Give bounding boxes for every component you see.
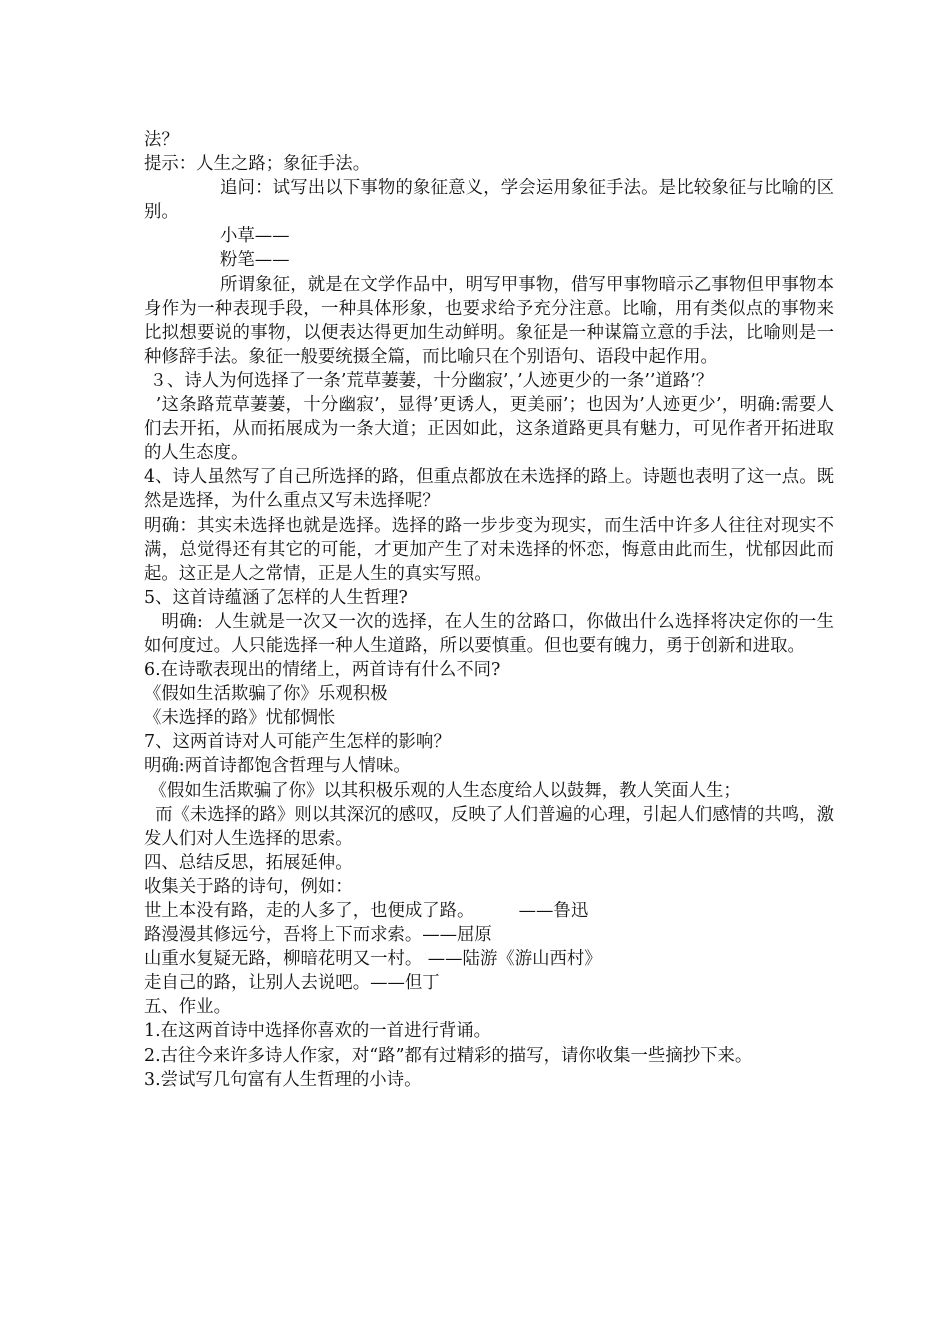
item-grass: 小草—— bbox=[220, 226, 290, 247]
question-3: ３、诗人为何选择了一条’荒草萋萋，十分幽寂’，’人迹更少的一条’’道路’？ bbox=[144, 370, 714, 391]
poem-2-mood: 《未选择的路》忧郁惆怅 bbox=[144, 708, 336, 729]
follow-up-question: 追问：试写出以下事物的象征意义，学会运用象征手法。是比较象征与比喻的区别。 bbox=[144, 178, 834, 223]
text-line-1: 法？ bbox=[144, 130, 179, 150]
question-7: 7、这两首诗对人可能产生怎样的影响？ bbox=[144, 732, 451, 753]
quote-luyou: 山重水复疑无路，柳暗花明又一村。 ——陆游《游山西村》 bbox=[144, 949, 602, 970]
question-6: 6.在诗歌表现出的情绪上，两首诗有什么不同? bbox=[144, 660, 501, 681]
answer-3: ’这条路荒草萋萋，十分幽寂’，显得’更诱人，更美丽’；也因为’人迹更少’，明确:需要人们去开拓，从而拓展成为一条大道；正因如此，这条道路更具有魅力，可见作者开拓进取的人生态度。 bbox=[144, 395, 834, 464]
question-5: 5、这首诗蕴涵了怎样的人生哲理? bbox=[144, 587, 408, 608]
document-body bbox=[144, 128, 834, 1092]
homework-1: 1.在这两首诗中选择你喜欢的一首进行背诵。 bbox=[144, 1021, 492, 1042]
text-line-2: 提示：人生之路；象征手法。 bbox=[144, 154, 371, 175]
section-5-heading: 五、作业。 bbox=[144, 997, 231, 1018]
answer-7-intro: 明确:两首诗都饱含哲理与人情味。 bbox=[144, 756, 411, 777]
answer-7-poem-1: 《假如生活欺骗了你》以其积极乐观的人生态度给人以鼓舞，教人笑面人生； bbox=[144, 780, 741, 801]
quote-dante: 走自己的路，让别人去说吧。——但丁 bbox=[144, 973, 440, 994]
poem-1-mood: 《假如生活欺骗了你》乐观积极 bbox=[144, 684, 388, 705]
symbolism-explanation: 所谓象征，就是在文学作品中，明写甲事物，借写甲事物暗示乙事物但甲事物本身作为一种表现手段，一种具体形象，也要求给予充分注意。比喻，用有类似点的事物来比拟想要说的事物，以便表达得更加生动鲜明。象征是一种谋篇立意的手法，比喻则是一种修辞手法。象征一般要统摄全篇，而比喻只在个别语句、语段中起作用。 bbox=[144, 274, 834, 367]
homework-2: 2.古往今来许多诗人作家，对“路”都有过精彩的描写，请你收集一些摘抄下来。 bbox=[144, 1045, 753, 1066]
quote-quyuan: 路漫漫其修远兮，吾将上下而求索。——屈原 bbox=[144, 925, 492, 946]
quote-luxun: 世上本没有路，走的人多了，也便成了路。 ——鲁迅 bbox=[144, 901, 589, 921]
homework-3: 3.尝试写几句富有人生哲理的小诗。 bbox=[144, 1069, 422, 1090]
answer-7-poem-2: 而《未选择的路》则以其深沉的感叹，反映了人们普遍的心理，引起人们感情的共鸣，激发人们对人生选择的思索。 bbox=[144, 804, 834, 849]
answer-5: 明确: 人生就是一次又一次的选择，在人生的岔路口，你做出什么选择将决定你的一生如何度过。人只能选择一种人生道路，所以要慎重。但也要有魄力，勇于创新和进取。 bbox=[144, 611, 834, 656]
collect-intro: 收集关于路的诗句，例如： bbox=[144, 876, 353, 897]
item-chalk: 粉笔—— bbox=[220, 250, 290, 271]
section-4-heading: 四、总结反思，拓展延伸。 bbox=[144, 852, 353, 873]
question-4: 4、诗人虽然写了自己所选择的路，但重点都放在未选择的路上。诗题也表明了这一点。既然是选择，为什么重点又写未选择呢？ bbox=[144, 467, 834, 512]
answer-4: 明确：其实未选择也就是选择。选择的路一步步变为现实，而生活中许多人往往对现实不满，总觉得还有其它的可能，才更加产生了对未选择的怀恋，悔意由此而生，忧郁因此而起。这正是人之常情，正是人生的真实写照。 bbox=[144, 515, 834, 584]
